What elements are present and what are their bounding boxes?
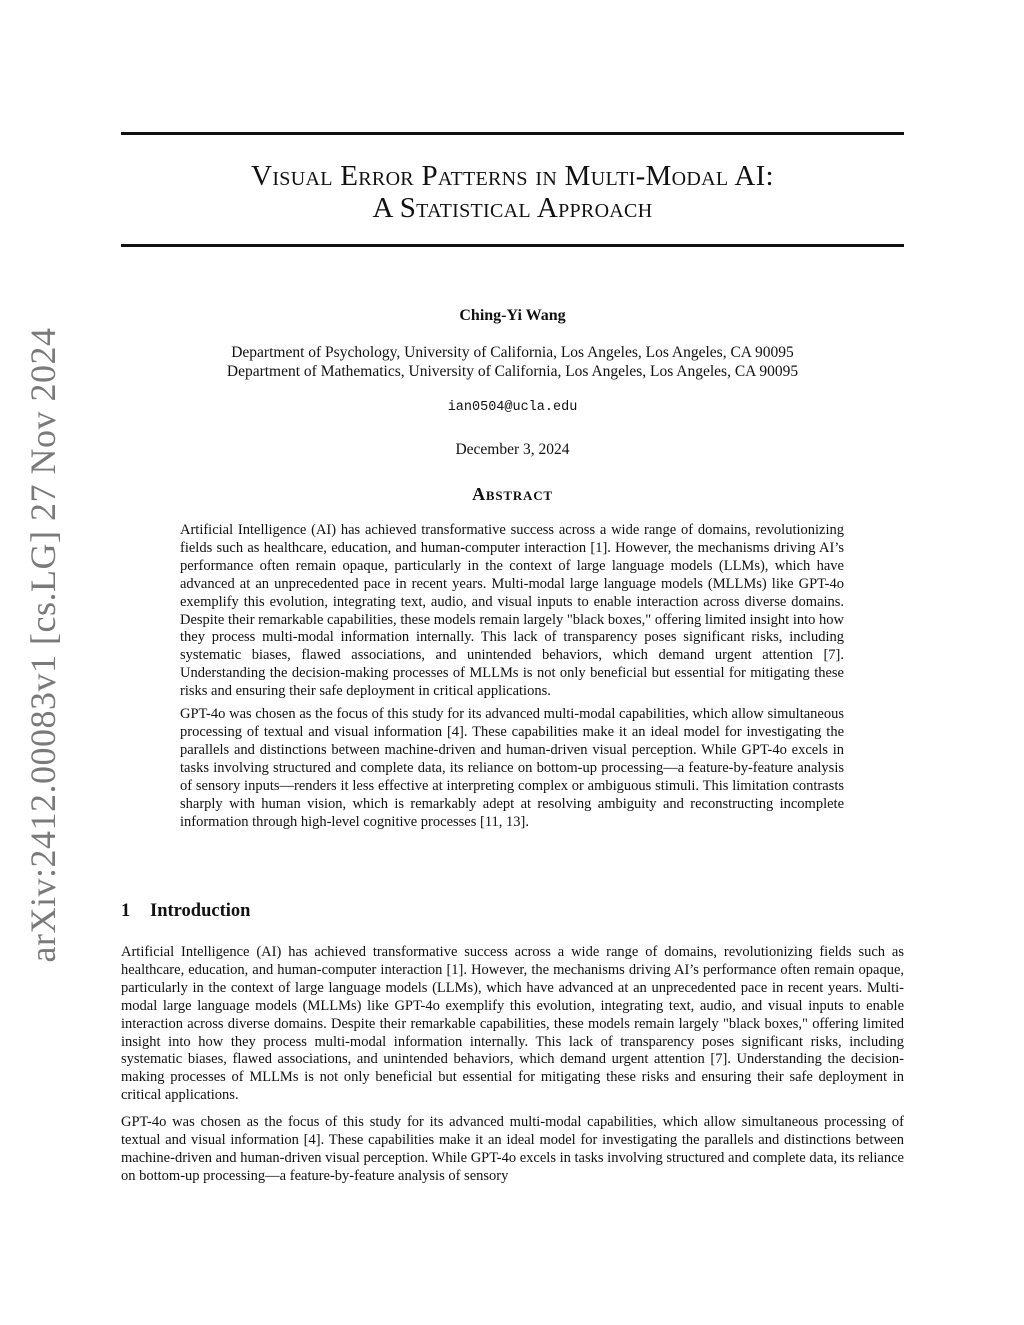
paper-date: December 3, 2024 [455,441,570,458]
section-number: 1 [121,901,131,921]
section-heading-introduction [121,901,250,922]
introduction-paragraph-2: GPT-4o was chosen as the focus of this study for its advanced multi-modal capabilities, which allow simultaneous processing of textual and visual information [4]. These capabilities make it an ideal model for investigating the parallels and distinctions between machine-driven and human-driven visual perception. While GPT-4o excels in tasks involving structured and complete data, its reliance on bottom-up processing—a feature-by-feature analysis of sensory [121,1114,904,1184]
abstract-body [180,522,844,836]
title-top-rule [121,132,904,135]
paper-title-line-1: Visual Error Patterns in Multi-Modal AI: [251,160,774,192]
paper-title-line-2: A Statistical Approach [372,192,653,224]
affiliation-psychology: Department of Psychology, University of California, Los Angeles, Los Angeles, CA 90095 [231,344,794,361]
introduction-paragraph-1: Artificial Intelligence (AI) has achieved transformative success across a wide range of domains, revolutionizing fields such as healthcare, education, and human-computer interaction [1]. However, the mechanisms driving AI’s performance often remain opaque, particularly in the context of large language models (LLMs), which have advanced at an unprecedented pace in recent years. Multi-modal large language models (MLLMs) like GPT-4o exemplify this evolution, integrating text, audio, and visual inputs to enable interaction across diverse domains. Despite their remarkable capabilities, these models remain largely "black boxes," offering limited insight into how they process multi-modal information internally. This lack of transparency poses significant risks, including systematic biases, flawed associations, and unintended behaviors, which demand urgent attention [7]. Understanding the decision-making processes of MLLMs is not only beneficial but essential for mitigating these risks and ensuring their safe deployment in critical applications. [121,944,904,1104]
author-affiliations [121,344,904,381]
paper-title [121,160,904,224]
abstract-heading: Abstract [472,484,553,504]
abstract-paragraph-1: Artificial Intelligence (AI) has achieved transformative success across a wide range of domains, revolutionizing fields such as healthcare, education, and human-computer interaction [1]. However, the mechanisms driving AI’s performance often remain opaque, particularly in the context of large language models (LLMs), which have advanced at an unprecedented pace in recent years. Multi-modal large language models (MLLMs) like GPT-4o exemplify this evolution, integrating text, audio, and visual inputs to enable interaction across diverse domains. Despite their remarkable capabilities, these models remain largely "black boxes," offering limited insight into how they process multi-modal information internally. This lack of transparency poses significant risks, including systematic biases, flawed associations, and unintended behaviors, which demand urgent attention [7]. Understanding the decision-making processes of MLLMs is not only beneficial but essential for mitigating these risks and ensuring their safe deployment in critical applications. [180,522,844,700]
arxiv-identifier-stamp: arXiv:2412.00083v1 [cs.LG] 27 Nov 2024 [23,327,63,963]
author-name: Ching-Yi Wang [459,307,566,324]
introduction-body [121,944,904,1195]
title-bottom-rule [121,244,904,247]
abstract-paragraph-2: GPT-4o was chosen as the focus of this study for its advanced multi-modal capabilities, which allow simultaneous processing of textual and visual information [4]. These capabilities make it an ideal model for investigating the parallels and distinctions between machine-driven and human-driven visual perception. While GPT-4o excels in tasks involving structured and complete data, its reliance on bottom-up processing—a feature-by-feature analysis of sensory inputs—renders it less effective at interpreting complex or ambiguous stimuli. This limitation contrasts sharply with human vision, which is remarkably adept at resolving ambiguity and reconstructing incomplete information through high-level cognitive processes [11, 13]. [180,706,844,830]
author-email: ian0504@ucla.edu [447,400,578,415]
affiliation-mathematics: Department of Mathematics, University of California, Los Angeles, Los Angeles, CA 90095 [226,362,799,380]
section-title: Introduction [150,901,251,921]
